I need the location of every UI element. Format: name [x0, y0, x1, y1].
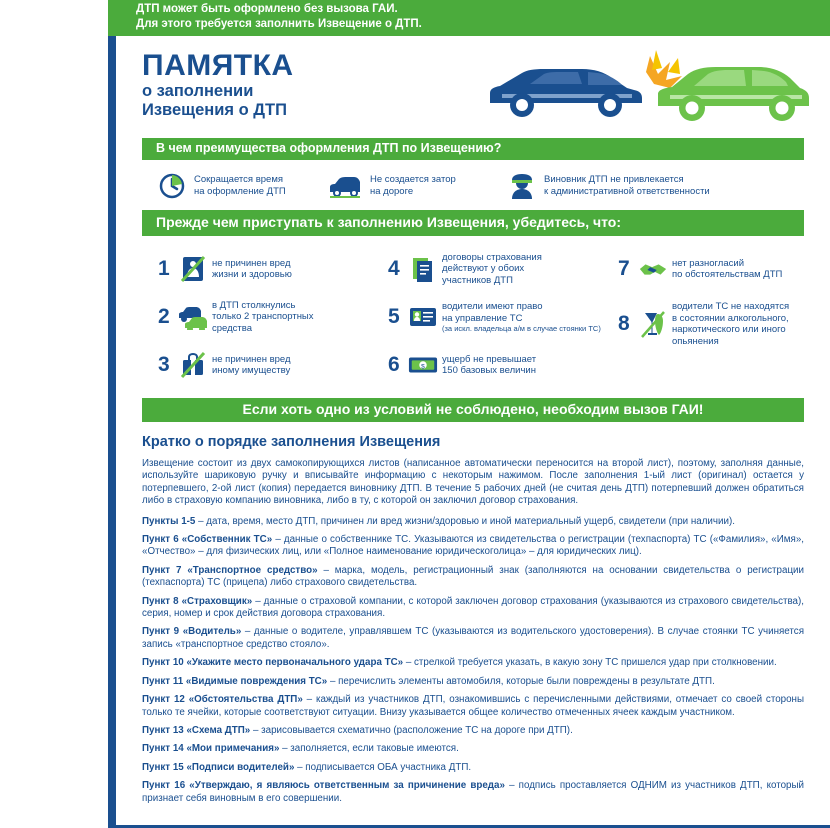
body-paragraph-text: – данные о собственнике ТС. Указываются из свидетельства о регистрации (техпаспорта) ТС («Фамилия», «Имя», «Отчество» – для физических лиц, или «Полное наименование юридическоголица» – для юридических лиц).	[142, 534, 805, 558]
crash-illustration-icon	[482, 48, 812, 128]
checklist-line1: в ДТП столкнулись	[212, 299, 296, 311]
advantage-line2: на дороге	[370, 186, 414, 197]
car-traffic-icon	[328, 173, 362, 199]
page-subtitle-2: Извещения о ДТП	[142, 101, 287, 119]
checklist-text	[438, 354, 536, 377]
checklist-line2: жизни и здоровью	[212, 269, 292, 280]
body-paragraph-term: Пункт 11 «Видимые повреждения ТС»	[142, 675, 328, 687]
checklist-column-1	[116, 248, 388, 392]
body-paragraph-term: Пункт 6 «Собственник ТС»	[142, 534, 273, 546]
advantage-item-time	[158, 172, 328, 200]
advantage-line1: Сокращается время	[194, 174, 284, 185]
body-paragraph-text: – дата, время, место ДТП, причинен ли вред жизни/здоровью и иной материальный ущерб, свидетели (при наличии).	[195, 515, 735, 527]
checklist-item	[388, 344, 618, 386]
page-title: ПАМЯТКА	[142, 49, 294, 82]
body-paragraph-term: Пункт 12 «Обстоятельства ДТП»	[142, 694, 303, 706]
body-paragraph-text: – данные о водителе, управлявшем ТС (указываются из водительского удостоверения). В случае стоянки ТС учиняется запись «транспортное средство стояло».	[142, 626, 805, 650]
body-paragraph	[142, 657, 804, 669]
checklist-number: 1	[158, 257, 170, 280]
body-paragraph-term: Пункт 14 «Мои примечания»	[142, 743, 280, 755]
checklist-line1: не причинен вред	[212, 353, 291, 365]
body-paragraph-term: Пункт 8 «Страховщик»	[142, 595, 253, 607]
checklist-line3: наркотического или иного опьянения	[672, 324, 786, 347]
body-paragraph	[142, 725, 804, 737]
checklist-number: 3	[158, 353, 170, 376]
body-paragraph-text: – подписывается ОБА участника ДТП.	[294, 761, 472, 773]
clock-icon	[158, 172, 186, 200]
checklist-number: 7	[618, 257, 630, 280]
body-paragraph-term: Пункт 7 «Транспортное средство»	[142, 564, 318, 576]
money-icon	[408, 354, 438, 376]
checklist-item	[388, 296, 618, 338]
body-heading: Кратко о порядке заполнения Извещения	[142, 434, 441, 450]
advantage-item-traffic	[328, 172, 508, 200]
body-paragraph-term: Пункт 15 «Подписи водителей»	[142, 761, 295, 773]
insurance-contract-icon	[408, 255, 438, 283]
left-blue-bar	[108, 36, 116, 828]
page-subtitle-1: о заполнении	[142, 82, 254, 100]
checklist-line2: действуют у обоих	[442, 263, 525, 275]
body-paragraph	[142, 780, 804, 805]
two-cars-icon	[178, 304, 208, 330]
driver-license-icon	[408, 305, 438, 329]
checklist-number: 2	[158, 305, 170, 328]
body-paragraph	[142, 762, 804, 774]
checklist-line2: на управление ТС	[442, 312, 523, 324]
checklist-column-2	[388, 248, 618, 392]
checklist-text	[208, 258, 292, 281]
checklist-line1: договоры страхования	[442, 251, 542, 263]
advantage-line2: на оформление ДТП	[194, 186, 286, 197]
advantage-line1: Виновник ДТП не привлекается	[544, 174, 684, 185]
body-paragraph-text: – данные о страховой компании, с которой заключен договор страхования (указываются из страхового свидетельства), серия, номер и срок действия договора страхования.	[142, 595, 804, 620]
body-paragraph	[142, 596, 804, 621]
checklist-number: 6	[388, 353, 400, 376]
no-property-damage-icon	[178, 351, 208, 379]
police-officer-icon	[508, 172, 536, 200]
checklist-text	[438, 301, 601, 333]
body-paragraph-term: Пункт 9 «Водитель»	[142, 626, 242, 638]
checklist-text	[208, 354, 291, 377]
warning-bar: Если хоть одно из условий не соблюдено, необходим вызов ГАИ!	[142, 398, 804, 422]
content-area	[116, 36, 830, 811]
checklist-line1: ущерб не превышает	[442, 353, 537, 365]
checklist-line1: водители ТС не находятся	[672, 301, 790, 312]
checklist-item	[158, 296, 388, 338]
checklist-bar: Прежде чем приступать к заполнению Извещения, убедитесь, что:	[142, 210, 804, 236]
body-paragraph	[142, 694, 804, 719]
no-injury-icon	[178, 255, 208, 283]
checklist-item	[158, 344, 388, 386]
advantages-bar: В чем преимущества оформления ДТП по Извещению?	[142, 138, 804, 160]
checklist-item	[618, 248, 828, 290]
handshake-icon	[638, 258, 668, 280]
body-paragraph	[142, 676, 804, 688]
top-banner	[108, 0, 830, 36]
checklist-number: 8	[618, 312, 630, 335]
checklist-line2: в состоянии алкогольного,	[672, 312, 789, 324]
svg-text:$: $	[421, 363, 425, 371]
advantages-row	[116, 160, 830, 210]
checklist-number: 5	[388, 305, 400, 328]
body-section	[116, 422, 830, 805]
checklist-text	[438, 252, 542, 287]
body-paragraph-text: – зарисовывается схематично (расположение ТС на дороге при ДТП).	[250, 724, 573, 736]
checklist-line3: участников ДТП	[442, 274, 513, 286]
advantage-text	[544, 174, 710, 198]
top-banner-line2: Для этого требуется заполнить Извещение о ДТП.	[136, 18, 422, 30]
body-paragraph	[142, 626, 804, 651]
checklist-text	[208, 300, 314, 335]
checklist-line2: по обстоятельствам ДТП	[672, 269, 783, 280]
checklist-line2: только 2 транспортных	[212, 311, 314, 323]
checklist-line2: 150 базовых величин	[442, 365, 536, 376]
advantage-line1: Не создается затор	[370, 174, 456, 185]
checklist-text	[668, 258, 782, 281]
body-paragraph-text: – каждый из участников ДТП, ознакомившись с перечисленными действиями, отмечает со своей стороны только те ячейки, которые соответствуют ситуации. Внизу указывается общее количество отмеченных ячеек каждым участником.	[142, 694, 805, 718]
checklist-item	[158, 248, 388, 290]
body-paragraph-term: Пункт 13 «Схема ДТП»	[142, 724, 251, 736]
checklist-line1: нет разногласий	[672, 257, 744, 269]
top-banner-line1: ДТП может быть оформлено без вызова ГАИ.	[136, 3, 398, 15]
checklist-text	[668, 301, 828, 347]
checklist-item	[618, 296, 828, 352]
body-paragraph	[142, 534, 804, 559]
body-paragraph-list	[142, 516, 804, 805]
body-paragraph-text: – марка, модель, регистрационный знак (заполняются на основании свидетельства о регистрации (техпаспорта) ТС (прицепа) либо страхового свидетельства.	[142, 564, 804, 589]
body-paragraph	[142, 565, 804, 590]
checklist-line1: водители имеют право	[442, 301, 543, 312]
advantage-text	[370, 174, 456, 198]
checklist-line3: средства	[212, 322, 252, 334]
checklist-column-3	[618, 248, 828, 392]
body-paragraph-term: Пункты 1-5	[142, 515, 196, 527]
body-paragraph-text: – заполняется, если таковые имеются.	[279, 743, 459, 755]
advantage-item-liability	[508, 172, 768, 200]
title-block	[116, 36, 830, 138]
body-paragraph-term: Пункт 16 «Утверждаю, я являюсь ответственным за причинение вреда»	[142, 780, 505, 792]
body-paragraph-text: – подпись проставляется ОДНИМ из участников ДТП, который признает себя виновным в его совершении.	[142, 780, 804, 804]
advantage-text	[194, 174, 286, 198]
body-paragraph-term: Пункт 10 «Укажите место первоначального удара ТС»	[142, 657, 404, 669]
checklist	[116, 236, 830, 398]
checklist-item	[388, 248, 618, 290]
body-paragraph	[142, 516, 804, 528]
checklist-number: 4	[388, 257, 400, 280]
checklist-line3: (за искл. владельца а/м в случае стоянки ТС)	[442, 324, 601, 333]
no-alcohol-icon	[638, 309, 668, 339]
advantage-line2: к административной ответственности	[544, 186, 710, 197]
checklist-line1: не причинен вред	[212, 257, 291, 269]
body-intro: Извещение состоит из двух самокопирующихся листов (написанное автоматически переносится на второй лист), поэтому, заполняя данные, используйте шариковую ручку и вписывайте информацию с некоторым нажимом. После заполнения 1-ый лист (оригинал) остается у потерпевшего, 2-ой лист (копия) передается виновнику ДТП. В течение 5 рабочих дней (не считая день ДТП) потерпевший должен обратиться либо в страховую компанию виновника, либо в ту, с которой он заключил договор страхования.	[142, 458, 804, 507]
body-paragraph	[142, 743, 804, 755]
body-paragraph-text: – перечислить элементы автомобиля, которые были повреждены в результате ДТП.	[327, 675, 715, 687]
body-paragraph-text: – стрелкой требуется указать, в какую зону ТС пришелся удар при столкновении.	[403, 657, 777, 669]
checklist-line2: иному имуществу	[212, 365, 291, 376]
